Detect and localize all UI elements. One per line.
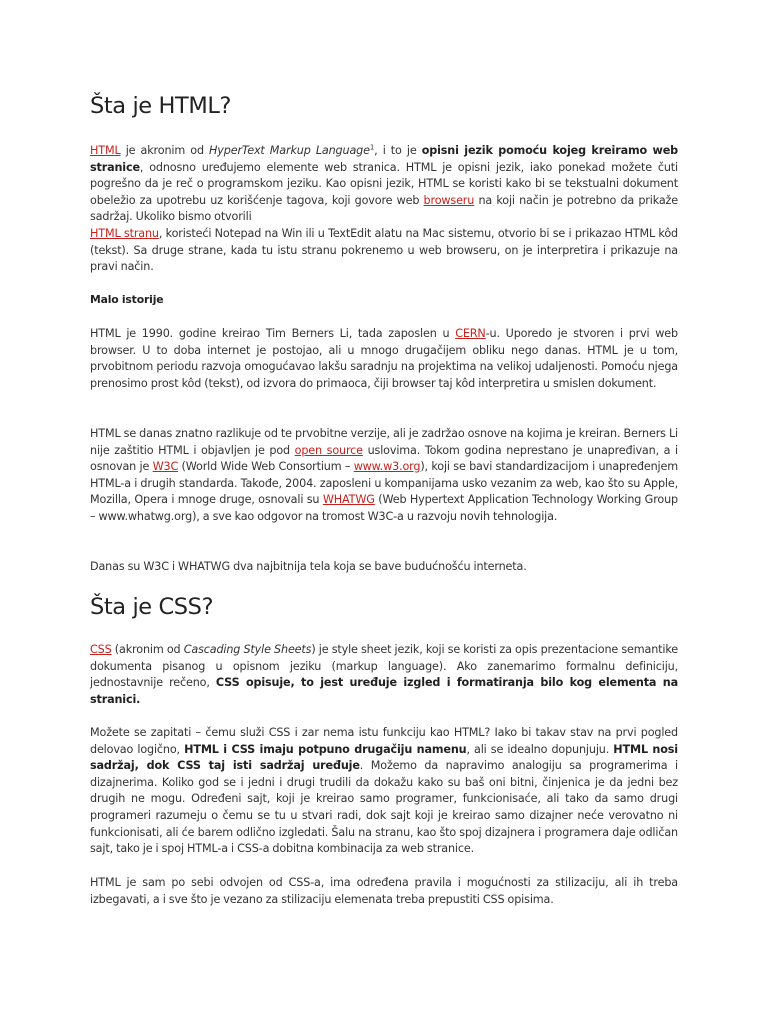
html-page-link[interactable]: HTML stranu: [90, 226, 159, 240]
history-subheading: Malo istorije: [90, 293, 164, 306]
html-intro-paragraph: HTML je akronim od HyperText Markup Language$^1$, i to je opisni jezik pomoću kojeg kreiramo web stranice, odnosno uređujemo elemente web stranica. HTML je opisni jezik, iako ponekad možete čuti pogrešno da je reč o programskom jeziku. Kao opisni jezik, HTML se koristi kako bi se tekstualni dokument obeležio za upotrebu uz korišćenje tagova, koji govore web browseru na koji način je potrebno da prikaže sadržaj. Ukoliko bismo otvorili HTML stranu, koristeći Notepad na Win ili u TextEdit alatu na Mac sistemu, otvorio bi se i prikazao HTML kôd (tekst). Sa druge strane, kada tu istu stranu pokrenemo u web browseru, on je interpretira i prikazuje na pravi način.: [90, 143, 678, 274]
html-link[interactable]: HTML: [90, 144, 121, 157]
content-vs-style-bold: HTML nosi sadržaj, dok CSS taj isti sadržaj uređuje: [90, 742, 678, 773]
css-definition-bold: CSS opisuje, to jest uređuje izgled i formatiranja bilo kog elementa na stranici.: [90, 676, 678, 706]
css-vs-html-paragraph: Možete se zapitati – čemu služi CSS i zar nema istu funkciju kao HTML? Iako bi takav stav na prvi pogled delovao logično, HTML i CSS imaju potpuno drugačiju namenu, ali se idealno dopunjuju. HTML nosi sadržaj, dok CSS taj isti sadržaj uređuje. Možemo da napravimo analogiju sa programerima i dizajnerima. Koliko god se i jedni i drugi trudili da dokažu kako su baš oni bitni, činjenica je da jedni bez drugih ne mogu. Određeni sajt, koji je kreirao samo programer, funkcionisaće, ali tako da samo drugi programeri razumeju o čemu se tu u stvari radi, dok sajt koji je kreirao samo dizajner neće verovatno ni funkcionisati, ali će barem odlično izgledati. Šalu na stranu, kao što spoj dizajnera i programera daje odličan sajt, tako je i spoj HTML-a i CSS-a dobitna kombinacija za web stranice.: [90, 726, 679, 856]
whatwg-link[interactable]: WHATWG: [322, 493, 375, 507]
w3c-link[interactable]: W3C: [152, 460, 179, 474]
open-source-link[interactable]: open source: [294, 443, 363, 457]
today-paragraph: Danas su W3C i WHATWG dva najbitnija tela koja se bave budućnošću interneta.: [90, 560, 527, 573]
html-definition-bold: opisni jezik pomoću kojeg kreiramo web stranice: [90, 144, 678, 174]
evolution-paragraph: HTML se danas znatno razlikuje od te prvobitne verzije, ali je zadržao osnove na kojima je kreiran. Berners Li nije zaštitio HTML i objavljen je pod open source uslovima. Tokom godina neprestano je unapređivan, a i osnovan je W3C (World Wide Web Consortium – www.w3.org), koji se bavi standardizacijom i unapređenjem HTML-a i drugih standarda. Takođe, 2004. zaposleni u kompanijama usko vezanim za web, kao što su Apple, Mozilla, Opera i mnoge druge, osnovali su WHATWG (Web Hypertext Application Technology Working Group – www.whatwg.org), a sve kao odgovor na tromost W3C-a u razvoju novih tehnologija.: [90, 427, 678, 523]
footnote-marker: 1: [369, 143, 375, 152]
hypertext-term: HyperText Markup Language: [209, 144, 370, 157]
cern-link[interactable]: CERN: [455, 327, 486, 340]
history-paragraph: HTML je 1990. godine kreirao Tim Berners Li, tada zaposlen u CERN-u. Uporedo je stvoren i prvi web browser. U to doba internet je postojao, ali u mnogo drugačijem obliku nego danas. HTML je u tom, prvobitnom periodu razvoja omogućavao lakšu saradnju na projektima na velikoj udaljenosti. Pomoću njega prenosimo prost kôd (tekst), od izvora do primaoca, čiji browser taj kôd interpretira u smislen dokument.: [90, 327, 678, 390]
section-heading-css: Šta je CSS?: [90, 594, 214, 620]
section-heading-html: Šta je HTML?: [90, 93, 232, 119]
css-link[interactable]: CSS: [90, 643, 112, 656]
css-intro-paragraph: CSS (akronim od Cascading Style Sheets) je style sheet jezik, koji se koristi za opis prezentacione semantike dokumenta pisanog u opisnom jeziku (markup language). Ako zanemarimo formalnu definiciju, jednostavnije rečeno, CSS opisuje, to jest uređuje izgled i formatiranja bilo kog elementa na stranici.: [90, 643, 679, 706]
different-purpose-bold: HTML i CSS imaju potpuno drugačiju namenu: [184, 742, 467, 756]
w3org-link[interactable]: www.w3.org: [353, 460, 421, 474]
browser-link[interactable]: browseru: [423, 193, 475, 207]
css-separation-paragraph: HTML je sam po sebi odvojen od CSS-a, ima određena pravila i mogućnosti za stilizaciju, ali ih treba izbegavati, a i sve što je vezano za stilizaciju elemenata treba prepustiti CSS opisima.: [90, 876, 678, 906]
cascading-term: Cascading Style Sheets: [183, 643, 312, 656]
